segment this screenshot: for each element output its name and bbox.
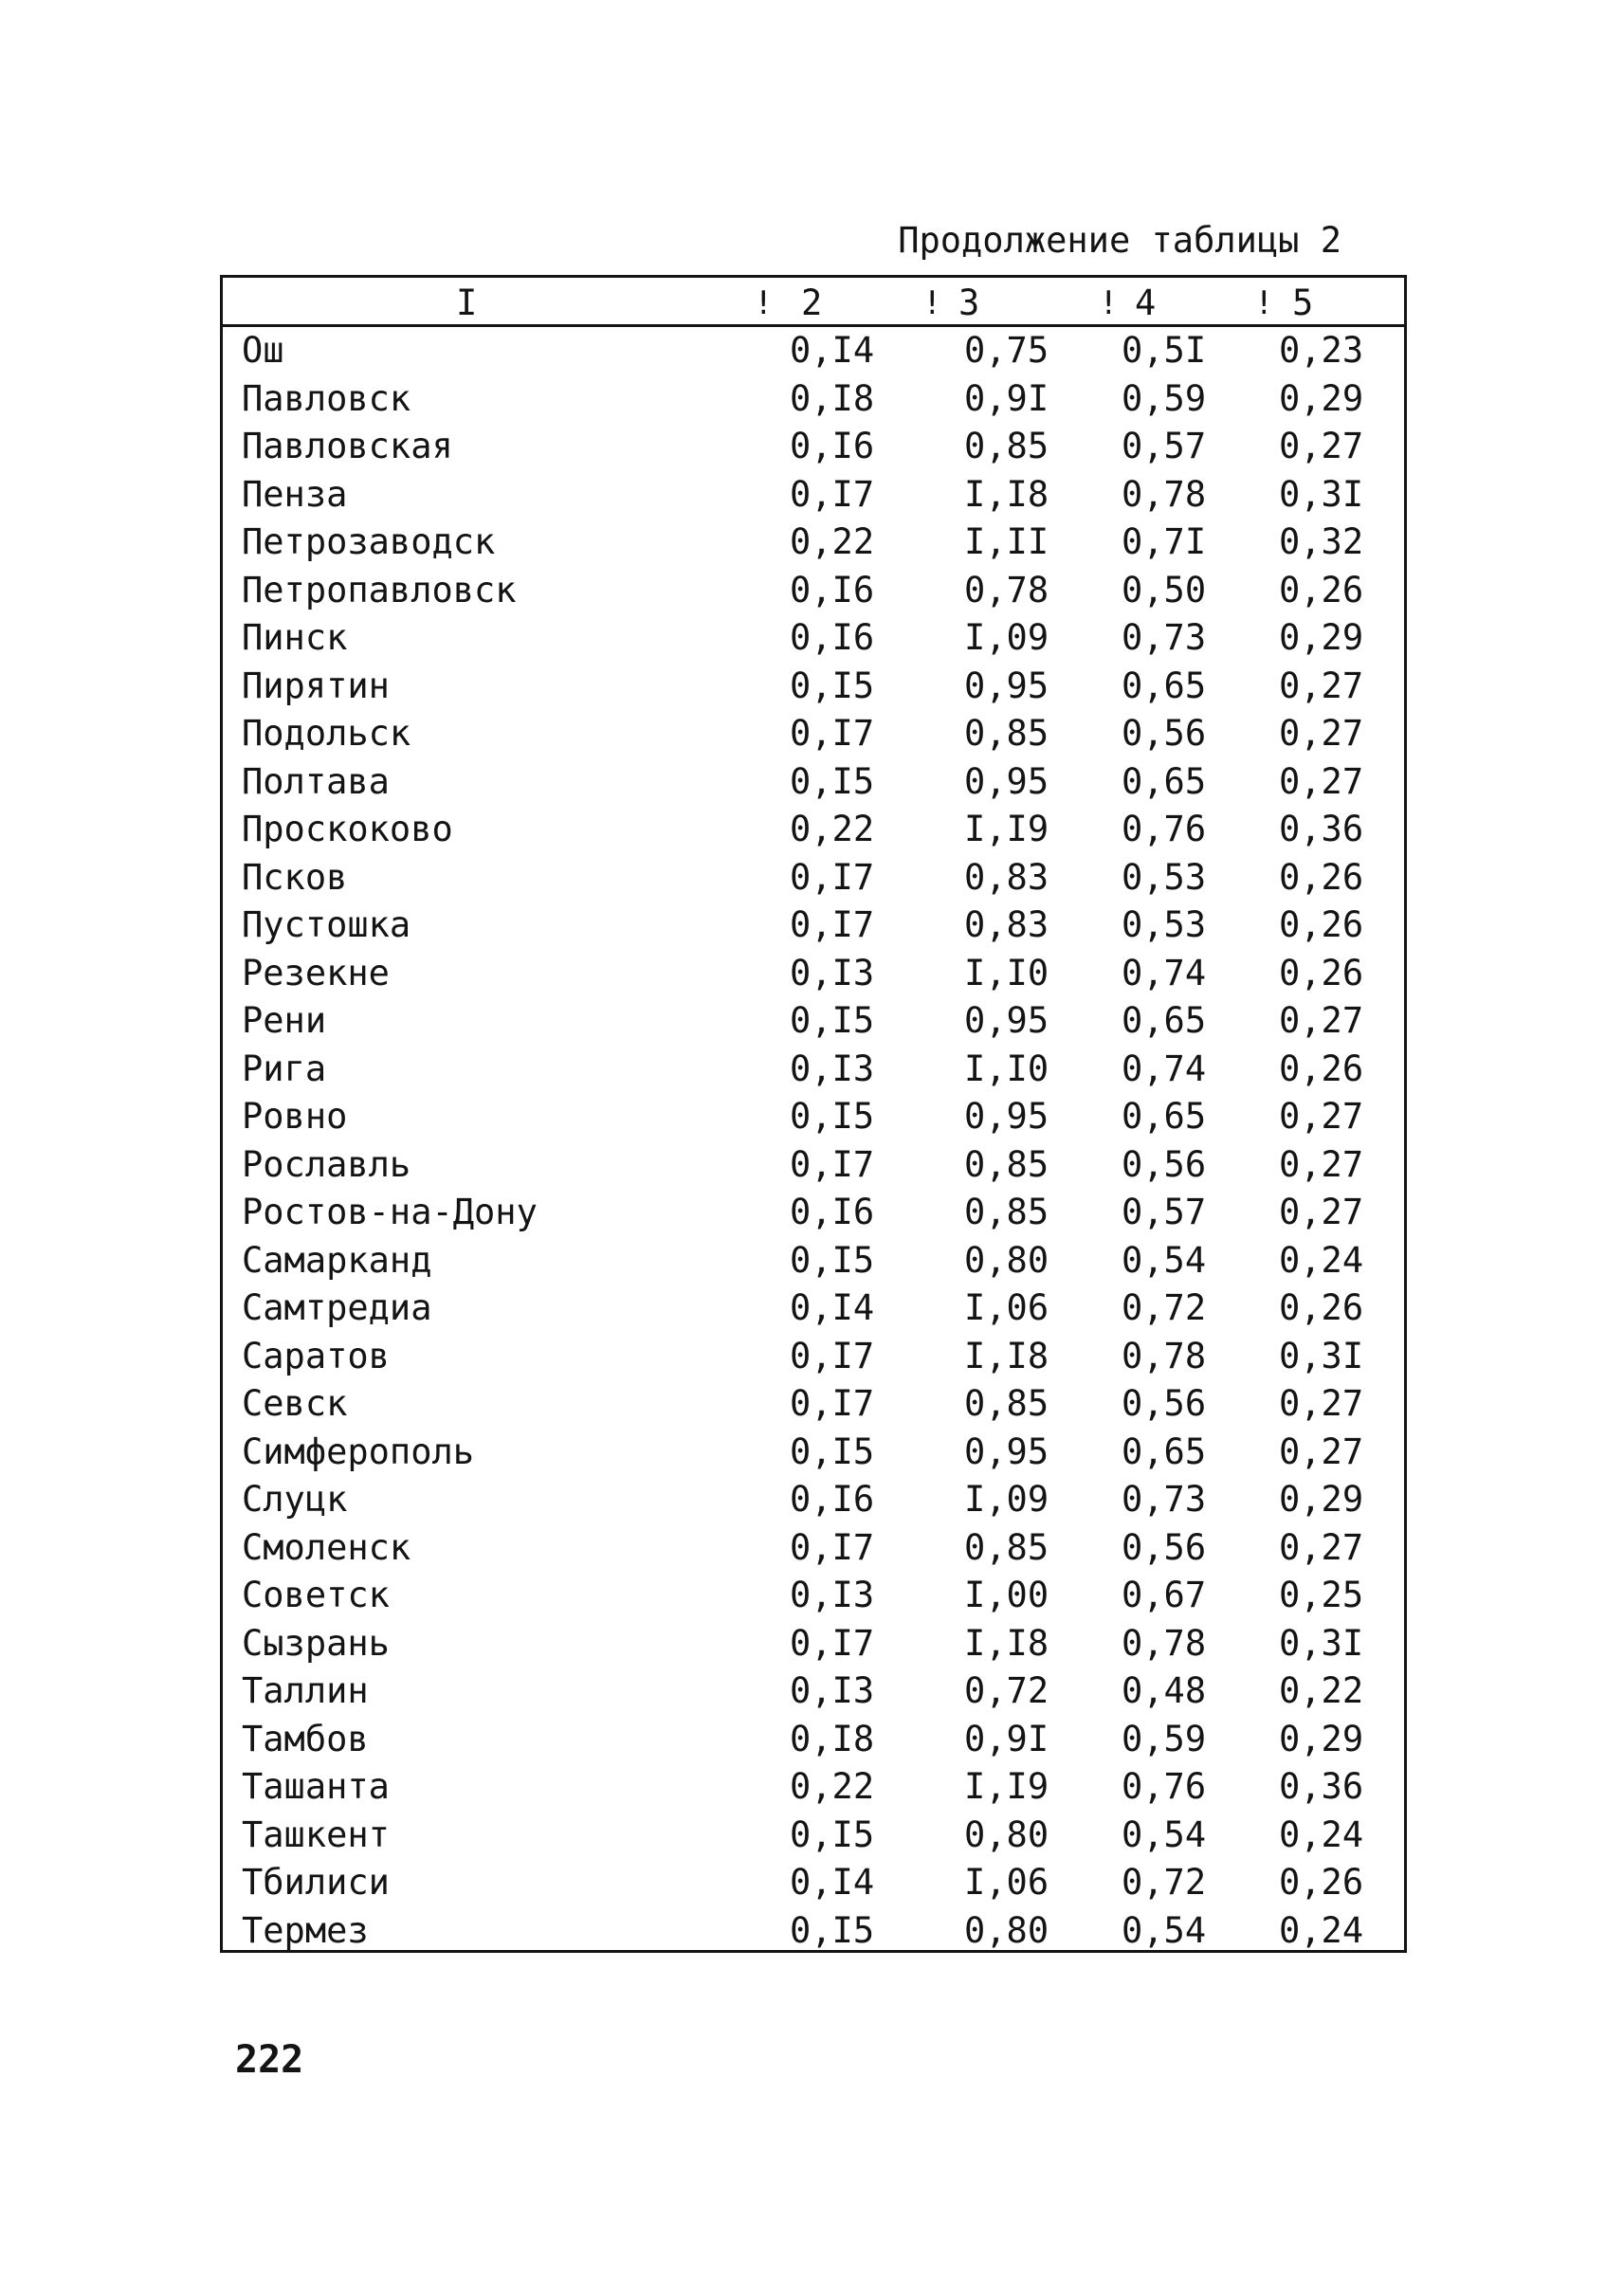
table-row: [223, 854, 1404, 902]
value-col-5: 0,29: [1279, 617, 1364, 658]
header-col-3: 3: [958, 282, 980, 323]
value-col-2: 0,I7: [790, 473, 875, 515]
page-number: 222: [235, 2038, 304, 2082]
value-col-4: 0,74: [1122, 1048, 1207, 1089]
value-col-3: I,I9: [964, 1766, 1049, 1807]
city-cell: Пенза: [242, 473, 348, 515]
value-col-2: 0,I6: [790, 1479, 875, 1520]
value-col-5: 0,36: [1279, 1766, 1364, 1807]
city-cell: Пинск: [242, 617, 348, 658]
header-col-1: I: [456, 282, 478, 323]
value-col-2: 0,I6: [790, 617, 875, 658]
value-col-3: 0,75: [964, 330, 1049, 371]
value-col-2: 0,I5: [790, 665, 875, 706]
city-cell: Симферополь: [242, 1430, 475, 1472]
value-col-2: 0,I6: [790, 569, 875, 610]
value-col-5: 0,26: [1279, 952, 1364, 993]
value-col-2: 0,22: [790, 1766, 875, 1807]
table-row: [223, 327, 1404, 375]
table-row: [223, 519, 1404, 567]
value-col-3: 0,85: [964, 713, 1049, 754]
value-col-3: 0,85: [964, 1383, 1049, 1424]
value-col-2: 0,I3: [790, 952, 875, 993]
table-row: [223, 758, 1404, 807]
value-col-5: 0,27: [1279, 760, 1364, 802]
value-col-4: 0,54: [1122, 1813, 1207, 1855]
city-cell: Полтава: [242, 760, 390, 802]
value-col-4: 0,56: [1122, 1383, 1207, 1424]
value-col-5: 0,27: [1279, 426, 1364, 466]
value-col-2: 0,I7: [790, 856, 875, 898]
value-col-4: 0,50: [1122, 569, 1207, 610]
city-cell: Таллин: [242, 1670, 369, 1711]
city-cell: Рославль: [242, 1143, 411, 1185]
value-col-5: 0,32: [1279, 521, 1364, 562]
value-col-4: 0,74: [1122, 952, 1207, 993]
city-cell: Проскоково: [242, 809, 453, 849]
table-row: [223, 1380, 1404, 1429]
value-col-3: 0,85: [964, 1526, 1049, 1568]
value-col-5: 0,27: [1279, 1383, 1364, 1424]
value-col-3: 0,95: [964, 1000, 1049, 1041]
table-row: [223, 1907, 1404, 1956]
table-row: [223, 1237, 1404, 1285]
value-col-4: 0,53: [1122, 856, 1207, 898]
value-col-4: 0,57: [1122, 426, 1207, 466]
value-col-5: 0,24: [1279, 1813, 1364, 1855]
city-cell: Севск: [242, 1383, 348, 1424]
table-row: [223, 1716, 1404, 1764]
value-col-5: 0,26: [1279, 569, 1364, 610]
value-col-5: 0,26: [1279, 856, 1364, 898]
value-col-2: 0,I4: [790, 330, 875, 371]
value-col-3: I,06: [964, 1287, 1049, 1328]
table-row: [223, 1285, 1404, 1333]
value-col-3: 0,85: [964, 1192, 1049, 1232]
city-cell: Ровно: [242, 1096, 348, 1137]
table-row: [223, 1046, 1404, 1094]
table-row: [223, 1333, 1404, 1381]
city-cell: Советск: [242, 1575, 390, 1615]
value-col-3: 0,83: [964, 904, 1049, 945]
city-cell: Резекне: [242, 952, 390, 993]
value-col-2: 0,I8: [790, 1718, 875, 1759]
value-col-3: 0,95: [964, 1096, 1049, 1137]
value-col-2: 0,I6: [790, 1192, 875, 1232]
value-col-4: 0,65: [1122, 665, 1207, 706]
city-cell: Петропавловск: [242, 569, 517, 610]
value-col-4: 0,54: [1122, 1239, 1207, 1281]
value-col-5: 0,27: [1279, 1143, 1364, 1185]
value-col-4: 0,76: [1122, 809, 1207, 849]
city-cell: Ташанта: [242, 1766, 390, 1807]
value-col-3: 0,85: [964, 1143, 1049, 1185]
table-row: [223, 806, 1404, 854]
value-col-2: 0,I7: [790, 1143, 875, 1185]
table-row: [223, 710, 1404, 758]
value-col-3: I,06: [964, 1862, 1049, 1903]
value-col-4: 0,56: [1122, 1526, 1207, 1568]
value-col-5: 0,27: [1279, 1000, 1364, 1041]
value-col-4: 0,56: [1122, 713, 1207, 754]
city-cell: Псков: [242, 856, 348, 898]
value-col-2: 0,I5: [790, 1430, 875, 1472]
city-cell: Павловск: [242, 377, 411, 419]
value-col-4: 0,72: [1122, 1287, 1207, 1328]
value-col-3: 0,9I: [964, 377, 1049, 419]
city-cell: Ростов-на-Дону: [242, 1192, 538, 1232]
table-row: [223, 902, 1404, 950]
city-cell: Смоленск: [242, 1526, 411, 1568]
value-col-4: 0,5I: [1122, 330, 1207, 371]
table-row: [223, 1812, 1404, 1860]
value-col-4: 0,56: [1122, 1143, 1207, 1185]
city-cell: Тамбов: [242, 1718, 369, 1759]
value-col-4: 0,78: [1122, 1335, 1207, 1376]
city-cell: Сызрань: [242, 1622, 390, 1664]
value-col-2: 0,I5: [790, 1909, 875, 1951]
value-col-4: 0,59: [1122, 1718, 1207, 1759]
value-col-5: 0,25: [1279, 1575, 1364, 1615]
value-col-2: 0,I3: [790, 1048, 875, 1089]
value-col-2: 0,I4: [790, 1862, 875, 1903]
value-col-3: I,09: [964, 617, 1049, 658]
city-cell: Самарканд: [242, 1239, 432, 1281]
value-col-5: 0,3I: [1279, 1335, 1364, 1376]
value-col-3: I,00: [964, 1575, 1049, 1615]
value-col-4: 0,57: [1122, 1192, 1207, 1232]
table-row: [223, 1429, 1404, 1477]
data-table: [220, 275, 1407, 1953]
city-cell: Рени: [242, 1000, 327, 1041]
value-col-3: I,I0: [964, 1048, 1049, 1089]
value-col-4: 0,59: [1122, 377, 1207, 419]
table-row: [223, 1524, 1404, 1573]
value-col-3: 0,95: [964, 1430, 1049, 1472]
table-row: [223, 1189, 1404, 1237]
value-col-4: 0,73: [1122, 1479, 1207, 1520]
value-col-4: 0,73: [1122, 617, 1207, 658]
value-col-3: I,09: [964, 1479, 1049, 1520]
table-row: [223, 663, 1404, 711]
value-col-2: 0,I7: [790, 1383, 875, 1424]
value-col-4: 0,72: [1122, 1862, 1207, 1903]
value-col-3: 0,95: [964, 665, 1049, 706]
value-col-2: 0,I4: [790, 1287, 875, 1328]
value-col-5: 0,27: [1279, 713, 1364, 754]
value-col-4: 0,48: [1122, 1670, 1207, 1711]
value-col-5: 0,3I: [1279, 1622, 1364, 1664]
value-col-3: I,I9: [964, 809, 1049, 849]
value-col-4: 0,76: [1122, 1766, 1207, 1807]
table-row: [223, 997, 1404, 1046]
table-row: [223, 1667, 1404, 1716]
value-col-3: 0,85: [964, 426, 1049, 466]
value-col-2: 0,I7: [790, 1622, 875, 1664]
table-row: [223, 567, 1404, 615]
value-col-5: 0,27: [1279, 665, 1364, 706]
header-separator: !: [1099, 284, 1119, 322]
value-col-2: 0,I5: [790, 1239, 875, 1281]
city-cell: Подольск: [242, 713, 411, 754]
value-col-2: 0,I6: [790, 426, 875, 466]
value-col-2: 0,I5: [790, 1096, 875, 1137]
value-col-3: I,I8: [964, 1622, 1049, 1664]
value-col-5: 0,27: [1279, 1192, 1364, 1232]
value-col-5: 0,27: [1279, 1096, 1364, 1137]
value-col-5: 0,27: [1279, 1526, 1364, 1568]
table-row: [223, 1859, 1404, 1907]
value-col-3: 0,95: [964, 760, 1049, 802]
value-col-3: I,II: [964, 521, 1049, 562]
value-col-4: 0,78: [1122, 473, 1207, 515]
value-col-2: 0,I8: [790, 377, 875, 419]
value-col-2: 0,I3: [790, 1575, 875, 1615]
value-col-5: 0,26: [1279, 1862, 1364, 1903]
table-row: [223, 423, 1404, 471]
city-cell: Павловская: [242, 426, 453, 466]
value-col-3: 0,80: [964, 1813, 1049, 1855]
value-col-5: 0,26: [1279, 1048, 1364, 1089]
value-col-4: 0,53: [1122, 904, 1207, 945]
table-row: [223, 1141, 1404, 1190]
value-col-5: 0,24: [1279, 1239, 1364, 1281]
value-col-3: 0,72: [964, 1670, 1049, 1711]
value-col-2: 0,22: [790, 521, 875, 562]
value-col-5: 0,27: [1279, 1430, 1364, 1472]
value-col-5: 0,26: [1279, 904, 1364, 945]
value-col-2: 0,I7: [790, 713, 875, 754]
value-col-4: 0,67: [1122, 1575, 1207, 1615]
table-row: [223, 1572, 1404, 1620]
city-cell: Саратов: [242, 1335, 390, 1376]
value-col-4: 0,65: [1122, 1000, 1207, 1041]
value-col-2: 0,22: [790, 809, 875, 849]
city-cell: Слуцк: [242, 1479, 348, 1520]
value-col-4: 0,65: [1122, 1430, 1207, 1472]
value-col-2: 0,I5: [790, 1000, 875, 1041]
value-col-3: 0,9I: [964, 1718, 1049, 1759]
value-col-2: 0,I7: [790, 1526, 875, 1568]
table-caption: Продолжение таблицы 2: [898, 220, 1341, 261]
table-row: [223, 950, 1404, 998]
header-separator: !: [1254, 284, 1274, 322]
city-cell: Самтредиа: [242, 1287, 432, 1328]
header-separator: !: [922, 284, 942, 322]
value-col-2: 0,I7: [790, 1335, 875, 1376]
table-row: [223, 1476, 1404, 1524]
table-row: [223, 375, 1404, 424]
table-row: [223, 1763, 1404, 1812]
value-col-3: I,I0: [964, 952, 1049, 993]
value-col-3: 0,80: [964, 1239, 1049, 1281]
city-cell: Термез: [242, 1909, 369, 1951]
value-col-5: 0,22: [1279, 1670, 1364, 1711]
value-col-5: 0,36: [1279, 809, 1364, 849]
value-col-2: 0,I3: [790, 1670, 875, 1711]
city-cell: Тбилиси: [242, 1862, 390, 1903]
value-col-4: 0,78: [1122, 1622, 1207, 1664]
value-col-2: 0,I7: [790, 904, 875, 945]
value-col-4: 0,65: [1122, 1096, 1207, 1137]
value-col-4: 0,65: [1122, 760, 1207, 802]
value-col-2: 0,I5: [790, 760, 875, 802]
table-row: [223, 1093, 1404, 1141]
table-header: [223, 278, 1404, 327]
value-col-3: 0,80: [964, 1909, 1049, 1951]
value-col-4: 0,7I: [1122, 521, 1207, 562]
table-row: [223, 614, 1404, 663]
table-row: [223, 471, 1404, 519]
value-col-5: 0,24: [1279, 1909, 1364, 1951]
value-col-5: 0,29: [1279, 1718, 1364, 1759]
value-col-3: 0,78: [964, 569, 1049, 610]
value-col-4: 0,54: [1122, 1909, 1207, 1951]
table-row: [223, 1620, 1404, 1668]
header-col-2: 2: [801, 282, 823, 323]
city-cell: Пирятин: [242, 665, 390, 706]
value-col-3: I,I8: [964, 473, 1049, 515]
city-cell: Ош: [242, 330, 284, 371]
city-cell: Ташкент: [242, 1813, 390, 1855]
value-col-3: I,I8: [964, 1335, 1049, 1376]
value-col-5: 0,29: [1279, 377, 1364, 419]
value-col-3: 0,83: [964, 856, 1049, 898]
city-cell: Рига: [242, 1048, 327, 1089]
header-col-5: 5: [1292, 282, 1314, 323]
value-col-5: 0,23: [1279, 330, 1364, 371]
city-cell: Пустошка: [242, 904, 411, 945]
value-col-5: 0,26: [1279, 1287, 1364, 1328]
header-separator: !: [754, 284, 774, 322]
value-col-2: 0,I5: [790, 1813, 875, 1855]
city-cell: Петрозаводск: [242, 521, 496, 562]
header-col-4: 4: [1135, 282, 1157, 323]
value-col-5: 0,3I: [1279, 473, 1364, 515]
value-col-5: 0,29: [1279, 1479, 1364, 1520]
